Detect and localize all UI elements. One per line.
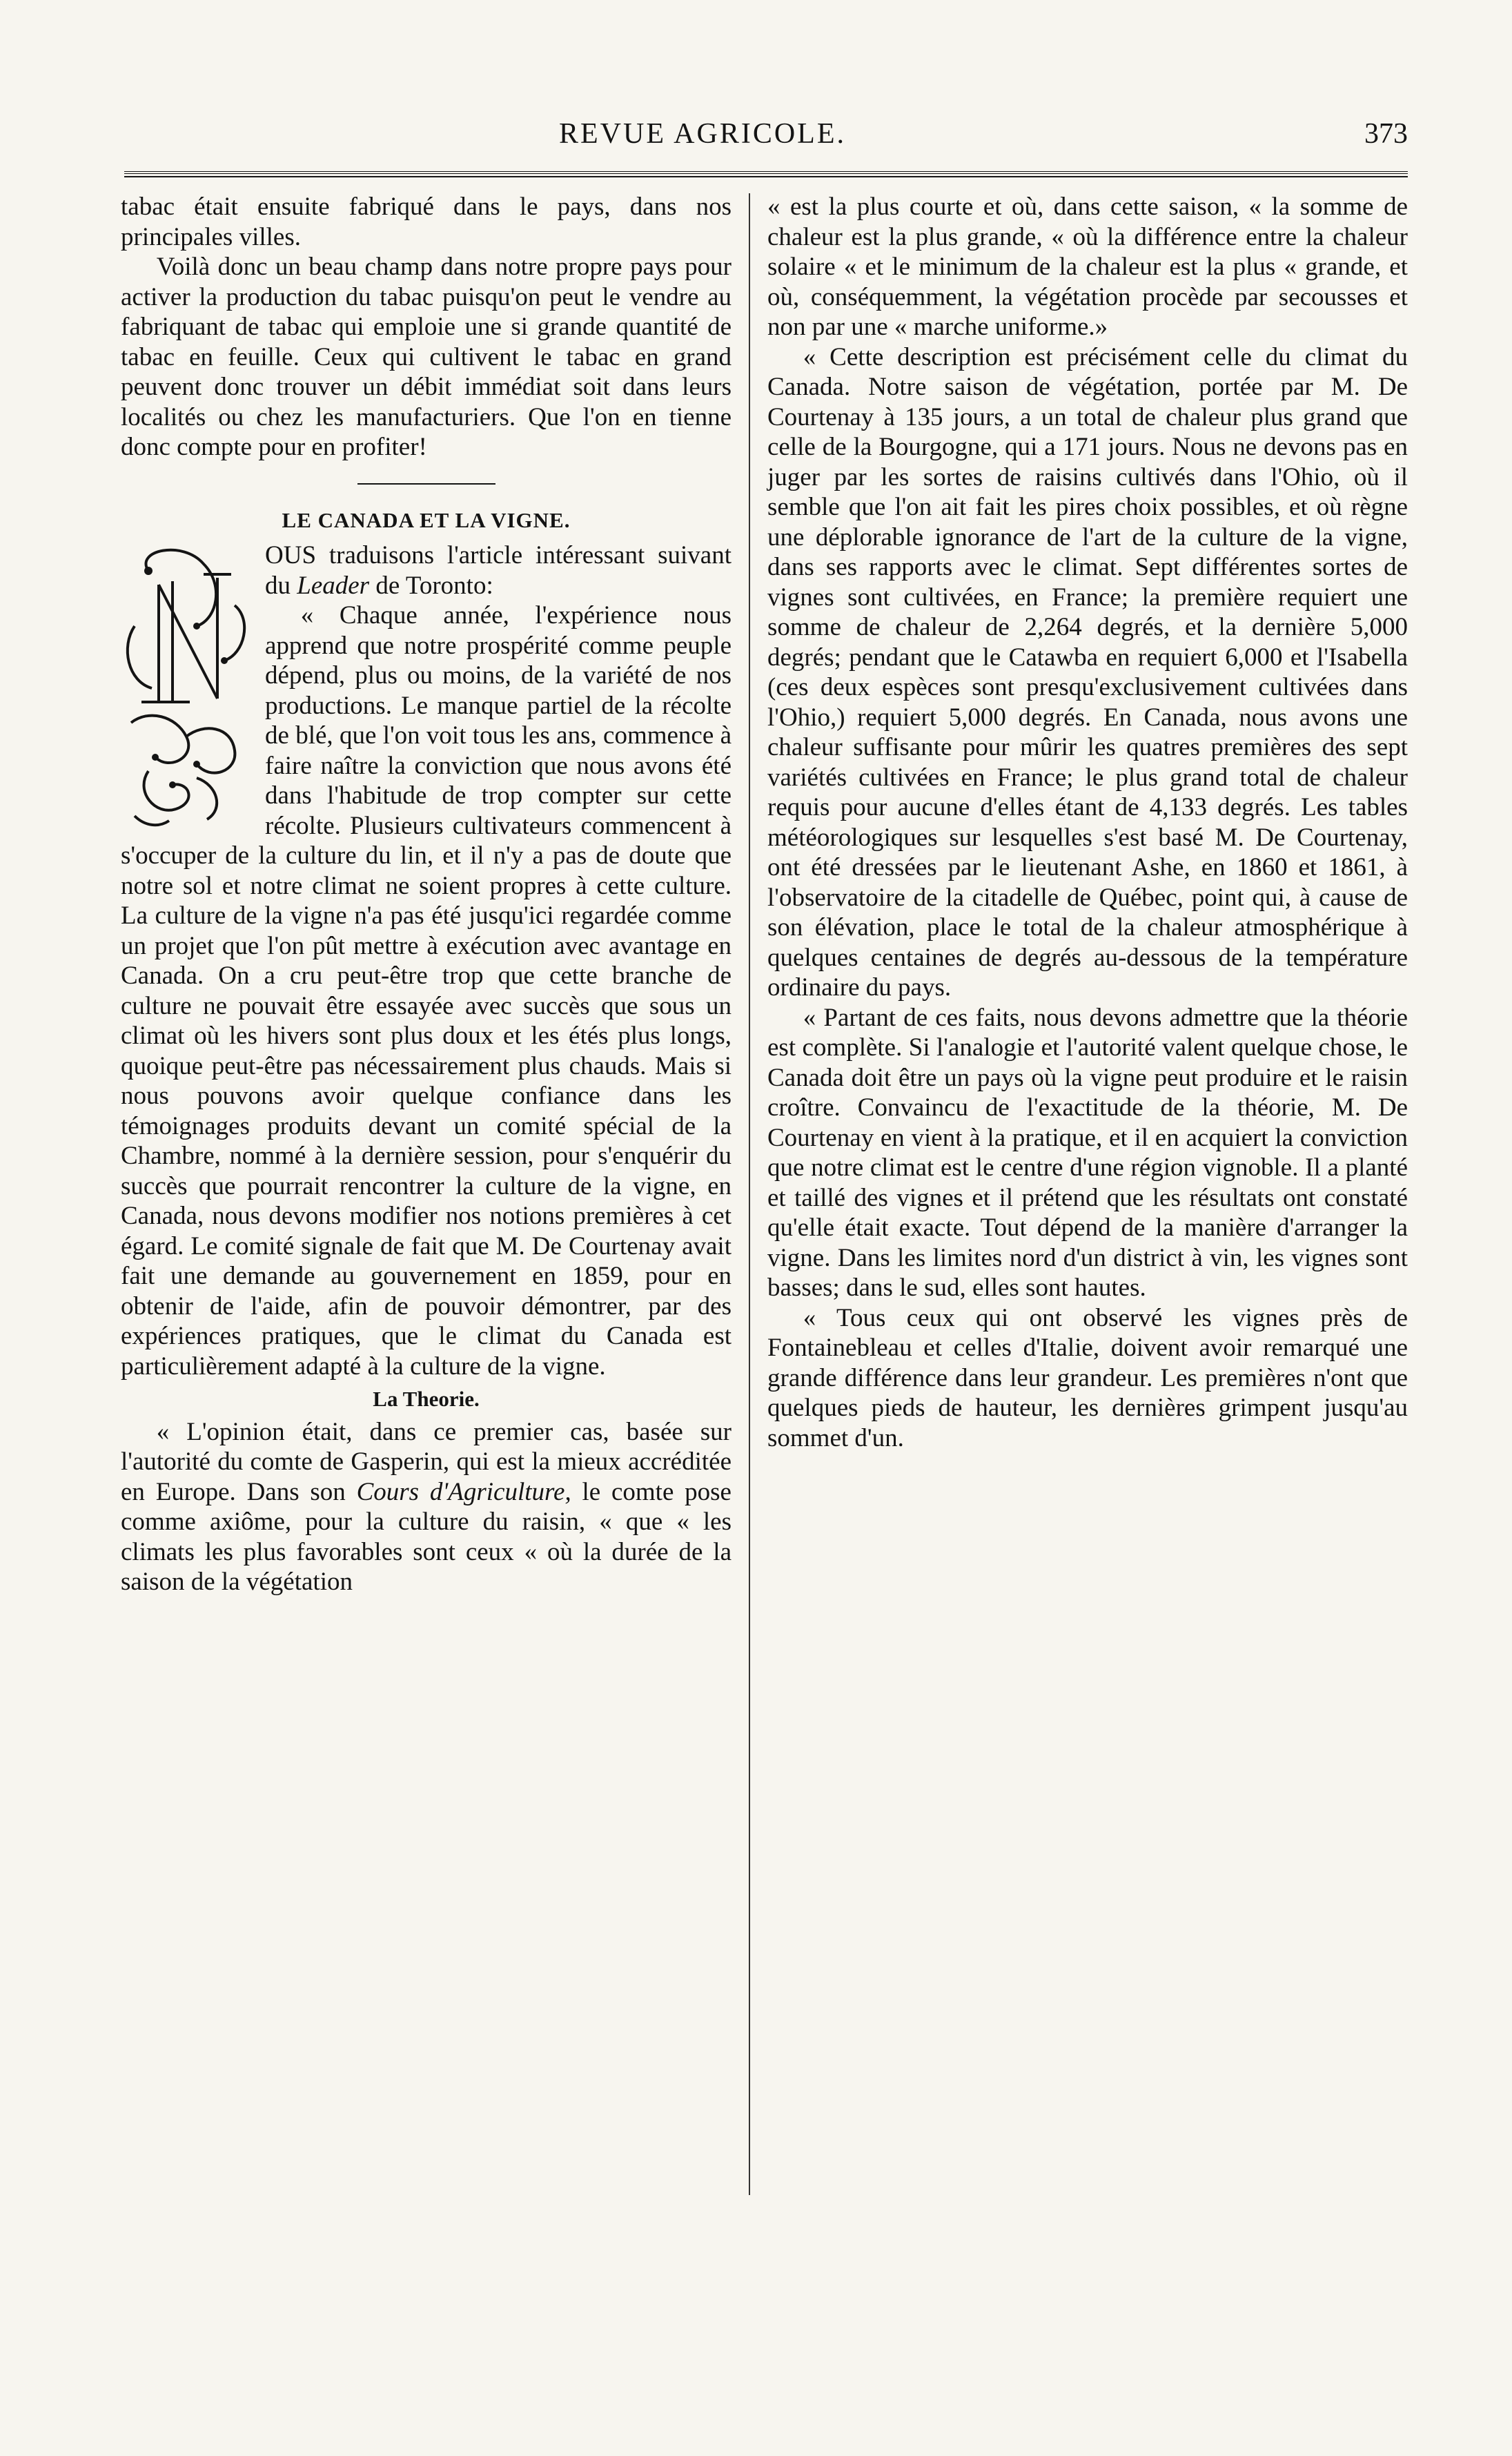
paragraph: « Cette description est précisément celle du climat du Canada. Notre saison de végétation, portée par M. De Courtenay à 135 jours, a un total de chaleur plus grand que celle de la Bourgogne, qui a 171 jours. Nous ne devons pas en juger par les sortes de raisins cultivés dans l'Ohio, où il semble que l'on ait fait les pires choix possibles, et où règne une déplorable ignorance de l'art de la culture de la vigne, dans ses rapports avec le climat. Sept différentes sortes de vignes sont cultivées, en France; la première requiert une somme de chaleur de 2,264 degrés, et la dernière 5,000 degrés; pendant que le Catawba en requiert 6,000 et l'Isabella (ces deux espèces sont presqu'exclusivement cultivées dans l'Ohio,) requiert 5,000 degrés. En Canada, nous avons une chaleur suffisante pour mûrir les quatres premières des sept variétés cultivées en France; le plus grand total de chaleur requis pour aucune d'elles étant de 4,133 degrés. Les tables météorologiques sur lesquelles s'est basé M. De Courtenay, ont été dressées par le lieutenant Ashe, en 1860 et 1861, à l'observatoire de la citadelle de Québec, point qui, à cause de son élévation, place le total de la chaleur atmosphérique à quelques centaines de degrés au-dessous de la température ordinaire du pays.: [767, 342, 1408, 1002]
paragraph: tabac était ensuite fabriqué dans le pays, dans nos principales villes.: [121, 193, 732, 251]
section-title: LE CANADA ET LA VIGNE.: [282, 507, 571, 532]
running-title: REVUE AGRICOLE.: [559, 118, 846, 150]
paragraph: « Chaque année, l'expérience nous apprend que notre prospérité comme peuple dépend, plus ou moins, de la variété de nos productions. Le manque partiel de la récolte de blé, que l'on voit tous les ans, commence à faire naître la conviction que nous avons été dans l'habitude de trop compter sur cette récolte. Plusieurs cultivateurs commencent à s'occuper de la culture du lin, et il n'y a pas de doute que notre sol et notre climat ne soient propres à cette culture. La culture de la vigne n'a pas été jusqu'ici regardée comme un projet que l'on pût mettre à exécution avec avantage en Canada. On a cru peut-être trop que cette branche de culture ne pouvait être essayée avec succès que sous un climat où les hivers sont plus doux et les étés plus longs, quoique peut-être pas nécessairement plus chauds. Mais si nous pouvons avoir quelque confiance dans les témoignages produits devant un comité spécial de la Chambre, nommé à la dernière session, pour s'enquérir du succès que pourrait rencontrer la culture de la vigne, en Canada, nous devons modifier nos notions premières à cet égard. Le comité signale de fait que M. De Courtenay avait fait une demande au gouvernement en 1859, pour en obtenir de l'aide, afin de pouvoir démontrer, par des expériences pratiques, que le climat du Canada est particulièrement adapté à la culture de la vigne.: [121, 601, 732, 1381]
paragraph: Voilà donc un beau champ dans notre propre pays pour activer la production du tabac puisqu'on peut le vendre au fabriquant de tabac qui emploie une si grande quantité de tabac en feuille. Ceux qui cultivent le tabac en grand peuvent donc trouver un débit immédiat soit dans leurs localités ou chez les manufacturiers. Que l'on en tienne donc compte pour en profiter!: [121, 253, 732, 461]
paragraph: « Partant de ces faits, nous devons admettre que la théorie est complète. Si l'analogie et l'autorité valent quelque chose, le Canada doit être un pays où la vigne peut produire et le raisin croître. Convaincu de l'exactitude de la théorie, M. De Courtenay en vient à la pratique, et il en acquiert la conviction que notre climat est le centre d'une région vignoble. Il a planté et taillé des vignes et il prétend que les résultats ont constaté qu'elle était exacte. Tout dépend de la manière d'arranger la vigne. Dans les limites nord d'un district à vin, les vignes sont basses; dans le sud, elles sont hautes.: [767, 1003, 1408, 1302]
ornamental-dropcap: [121, 543, 255, 837]
ornamental-initial-icon: [121, 543, 255, 837]
page-header: [124, 117, 1408, 159]
column-divider: [749, 193, 750, 2195]
subheading: La Theorie.: [373, 1387, 480, 1411]
paragraph: « est la plus courte et où, dans cette saison, « la somme de chaleur est la plus grande, « où la différence entre la chaleur solaire « et le minimum de la chaleur est la plus « grande, et où, conséquemment, la végétation procède par secousses et non par une « marche uniforme.»: [767, 193, 1408, 341]
page-number: 373: [1364, 118, 1408, 150]
paragraph: « L'opinion était, dans ce premier cas, basée sur l'autorité du comte de Gasperin, qui est la mieux accréditée en Europe. Dans son Cours d'Agriculture, le comte pose comme axiôme, pour la culture du raisin, « que « les climats les plus favorables sont ceux « où la durée de la saison de la végétation: [121, 1417, 732, 1596]
right-column: [767, 192, 1408, 1453]
header-rule: [124, 171, 1408, 177]
left-column: [121, 192, 732, 1597]
paragraph: « Tous ceux qui ont observé les vignes près de Fontainebleau et celles d'Italie, doivent avoir remarqué une grande différence dans leur grandeur. Les premières n'ont que quelques pieds de hauteur, les dernières grimpent jusqu'au sommet d'un.: [767, 1303, 1408, 1452]
paragraph: OUS traduisons l'article intéressant suivant du Leader de Toronto:: [265, 541, 732, 600]
section-divider: [357, 483, 495, 485]
